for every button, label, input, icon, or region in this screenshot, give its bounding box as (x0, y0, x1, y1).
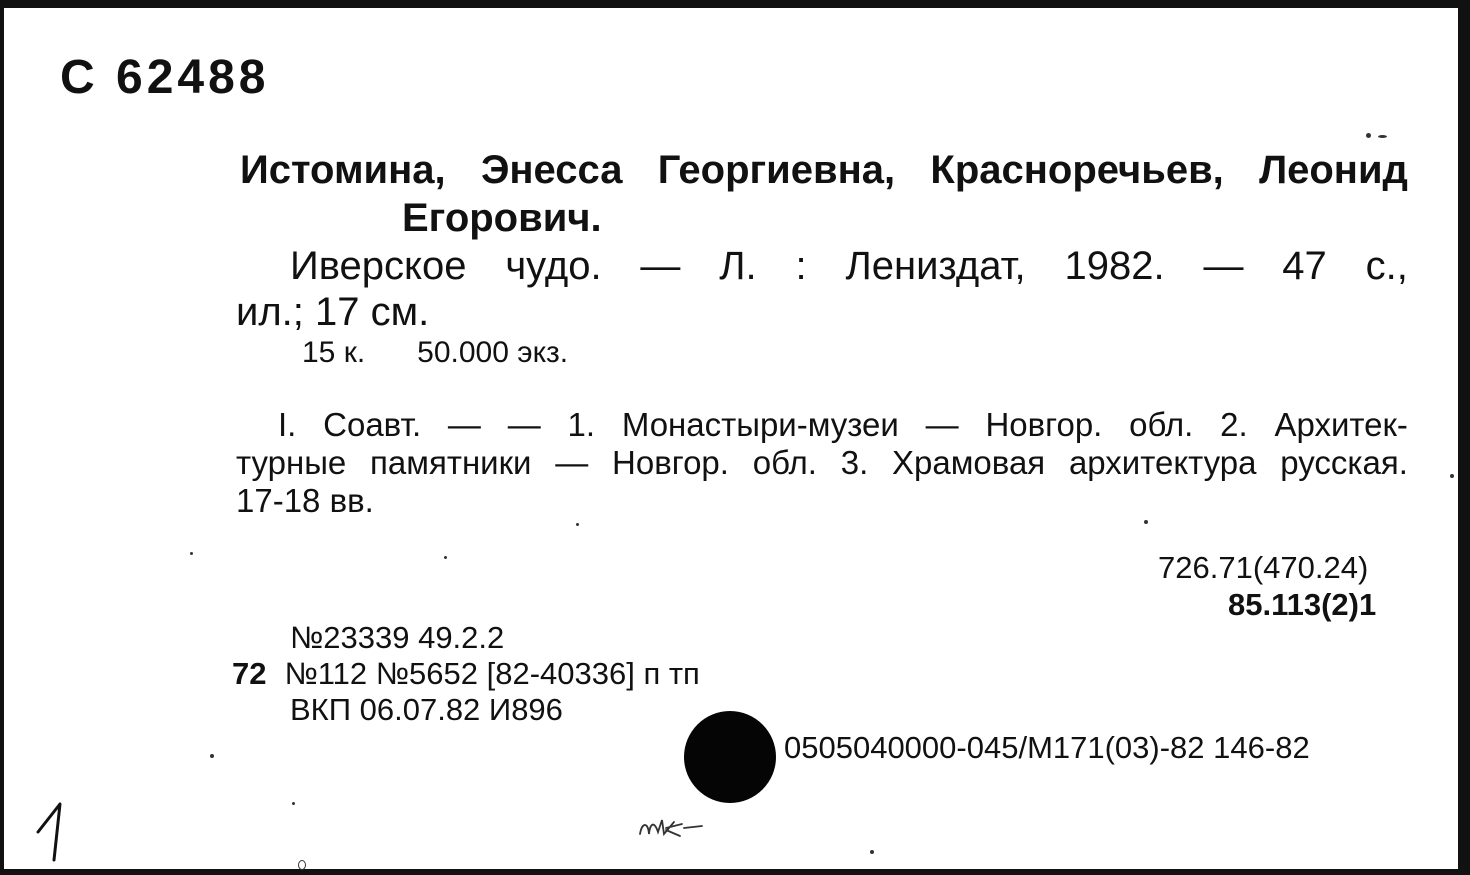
speck (576, 523, 579, 526)
order-code: 0505040000-045/М171(03)-82 146-82 (784, 730, 1310, 765)
subject-word: Храмовая (892, 444, 1046, 481)
speck (1450, 474, 1454, 478)
subjects-line-3: 17-18 вв. (236, 482, 374, 519)
title-word: чудо. (505, 244, 602, 288)
author-word: Красноречьев, (930, 148, 1224, 192)
authors-line (240, 148, 1408, 193)
title-word: — (1203, 244, 1244, 288)
speck (298, 860, 306, 870)
bbk-index: 85.113(2)1 (1228, 587, 1377, 622)
tech-line-2-text: №112 №5652 [82-40336] п тп (284, 656, 700, 691)
title-word: Иверское (290, 244, 467, 288)
author-word: Энесса (480, 148, 623, 192)
subject-word: Новгор. (612, 444, 729, 481)
subject-word: — (447, 406, 481, 443)
author-word: Истомина, (240, 148, 446, 192)
author-word: Леонид (1259, 148, 1408, 192)
speck (1366, 133, 1371, 138)
title-word: — (640, 244, 681, 288)
speck (1144, 520, 1148, 524)
copies: 50.000 экз. (417, 336, 569, 369)
subject-word: русская. (1280, 444, 1408, 481)
authors-continuation: Егорович. (402, 196, 602, 240)
title-word: 47 (1282, 244, 1327, 288)
subject-word: турные (236, 444, 347, 481)
title-word: 1982. (1064, 244, 1165, 288)
author-word: Георгиевна, (657, 148, 896, 192)
subject-word: Новгор. (985, 406, 1103, 443)
title-line (290, 244, 1408, 289)
subject-word: архитектура (1068, 444, 1257, 481)
tech-line-3: ВКП 06.07.82 И896 (290, 692, 563, 727)
subject-word: I. (278, 406, 297, 443)
handwritten-mark (32, 798, 72, 868)
price: 15 к. (302, 336, 366, 369)
call-number: С 62488 (60, 51, 270, 104)
subject-word: 3. (840, 444, 869, 481)
title-word: Лениздат, (845, 244, 1026, 288)
subject-word: Архитек- (1274, 406, 1408, 443)
subject-word: Монастыри-музеи (621, 406, 899, 443)
title-word: : (795, 244, 807, 288)
subject-word: — (555, 444, 589, 481)
speck (210, 754, 214, 758)
tech-prefix: 72 (232, 656, 267, 691)
speck (190, 552, 193, 555)
price-line (302, 336, 568, 370)
subject-word: — (507, 406, 541, 443)
subjects-line-2 (236, 444, 1408, 482)
title-word: с., (1365, 244, 1408, 288)
subject-word: памятники (370, 444, 532, 481)
subject-word: обл. (752, 444, 817, 481)
tech-line-1: №23339 49.2.2 (290, 620, 505, 655)
title-word: Л. (719, 244, 757, 288)
tech-line-2 (232, 656, 700, 692)
udc-index: 726.71(470.24) (1158, 550, 1369, 585)
handwritten-initials (636, 814, 708, 842)
speck (870, 850, 874, 854)
punch-hole (684, 711, 776, 803)
title-continuation: ил.; 17 см. (236, 290, 430, 334)
subject-word: 1. (567, 406, 596, 443)
subject-word: 2. (1220, 406, 1248, 443)
speck (292, 802, 295, 805)
subject-word: — (925, 406, 959, 443)
speck (444, 556, 447, 559)
speck (1378, 135, 1387, 138)
subject-word: Соавт. (323, 406, 422, 443)
subject-word: обл. (1129, 406, 1194, 443)
subjects-line-1 (278, 406, 1408, 444)
